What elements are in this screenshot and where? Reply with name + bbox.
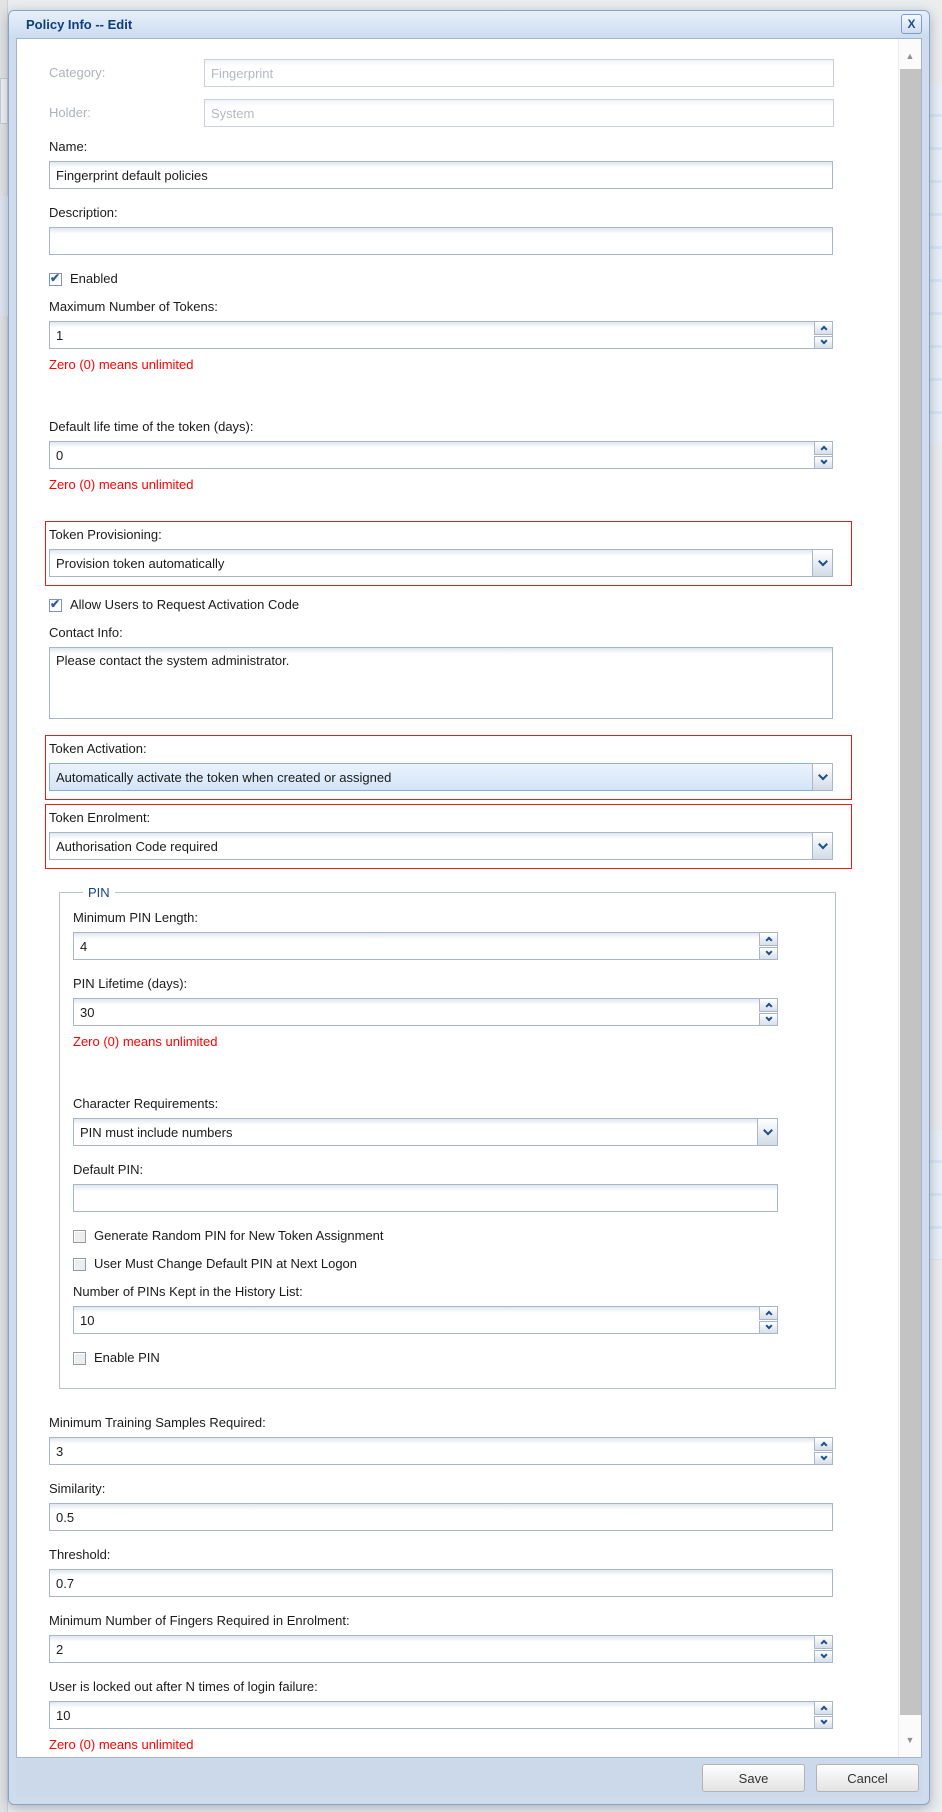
allow-activation-code-checkbox[interactable]	[49, 597, 898, 613]
min-training-samples-spinner	[814, 1437, 833, 1465]
chevron-down-icon[interactable]	[812, 832, 833, 860]
min-fingers-field	[49, 1635, 833, 1663]
name-input[interactable]	[49, 161, 833, 189]
spin-up-icon[interactable]	[814, 1701, 833, 1715]
spin-up-icon[interactable]	[814, 1635, 833, 1649]
token-activation-label: Token Activation:	[49, 741, 147, 756]
save-button[interactable]: Save	[702, 1764, 805, 1792]
pin-lifetime-field	[73, 998, 778, 1026]
token-enrolment-value[interactable]	[49, 832, 833, 860]
token-activation-select[interactable]	[49, 763, 833, 791]
similarity-label: Similarity:	[49, 1481, 106, 1496]
threshold-input[interactable]	[49, 1569, 833, 1597]
pin-legend: PIN	[88, 885, 110, 900]
min-training-samples-label: Minimum Training Samples Required:	[49, 1415, 266, 1430]
min-fingers-input[interactable]	[49, 1635, 833, 1663]
enable-pin-label: Enable PIN	[94, 1350, 160, 1365]
default-pin-input[interactable]	[73, 1184, 778, 1212]
default-pin-field	[73, 1184, 778, 1212]
max-tokens-input[interactable]	[49, 321, 833, 349]
contact-info-field	[49, 647, 833, 719]
policy-info-edit-dialog	[8, 10, 930, 1805]
background-page-right	[930, 1130, 942, 1260]
generate-random-pin-checkbox[interactable]	[73, 1228, 835, 1244]
similarity-input[interactable]	[49, 1503, 833, 1531]
dialog-body	[16, 38, 922, 1758]
spin-up-icon[interactable]	[814, 441, 833, 455]
category-row	[49, 59, 898, 87]
zero-unlimited-hint: Zero (0) means unlimited	[73, 1034, 218, 1049]
token-provisioning-label: Token Provisioning:	[49, 527, 162, 542]
spin-up-icon[interactable]	[759, 1306, 778, 1320]
pins-history-field	[73, 1306, 778, 1334]
pins-history-label: Number of PINs Kept in the History List:	[73, 1284, 303, 1299]
char-requirements-select[interactable]	[73, 1118, 778, 1146]
default-lifetime-input[interactable]	[49, 441, 833, 469]
generate-random-pin-box[interactable]	[73, 1230, 86, 1243]
min-training-samples-input[interactable]	[49, 1437, 833, 1465]
generate-random-pin-label: Generate Random PIN for New Token Assignment	[94, 1228, 384, 1243]
spin-down-icon[interactable]	[759, 1013, 778, 1027]
lockout-spinner	[814, 1701, 833, 1729]
char-requirements-label: Character Requirements:	[73, 1096, 219, 1111]
dialog-title: Policy Info -- Edit	[26, 17, 133, 32]
min-pin-length-spinner	[759, 932, 778, 960]
cancel-button[interactable]: Cancel	[816, 1764, 919, 1792]
token-enrolment-annotation	[45, 804, 852, 869]
spin-down-icon[interactable]	[814, 1716, 833, 1730]
token-activation-value[interactable]	[49, 763, 833, 791]
spin-down-icon[interactable]	[814, 456, 833, 470]
scrollbar-thumb[interactable]	[900, 69, 921, 1715]
max-tokens-label: Maximum Number of Tokens:	[49, 299, 218, 314]
holder-input	[204, 99, 834, 127]
token-enrolment-label: Token Enrolment:	[49, 810, 151, 825]
must-change-pin-checkbox[interactable]	[73, 1256, 835, 1272]
spin-down-icon[interactable]	[759, 1321, 778, 1335]
chevron-down-icon[interactable]	[812, 763, 833, 791]
pin-lifetime-input[interactable]	[73, 998, 778, 1026]
scrollbar[interactable]	[898, 39, 921, 1757]
background-fragment	[0, 78, 8, 124]
threshold-field	[49, 1569, 833, 1597]
token-provisioning-value[interactable]	[49, 549, 833, 577]
similarity-field	[49, 1503, 833, 1531]
enabled-label: Enabled	[70, 271, 118, 286]
pin-lifetime-label: PIN Lifetime (days):	[73, 976, 188, 991]
must-change-pin-label: User Must Change Default PIN at Next Logon	[94, 1256, 358, 1271]
threshold-label: Threshold:	[49, 1547, 111, 1562]
zero-unlimited-hint: Zero (0) means unlimited	[49, 1737, 194, 1752]
chevron-down-icon[interactable]	[812, 549, 833, 577]
char-requirements-value[interactable]	[73, 1118, 778, 1146]
dialog-footer	[16, 1759, 922, 1797]
lockout-label: User is locked out after N times of login failure:	[49, 1679, 318, 1694]
allow-activation-code-label: Allow Users to Request Activation Code	[70, 597, 300, 612]
enable-pin-box[interactable]	[73, 1352, 86, 1365]
enable-pin-checkbox[interactable]	[73, 1350, 835, 1366]
scroll-up-icon[interactable]: ▲	[905, 51, 915, 61]
spin-up-icon[interactable]	[814, 321, 833, 335]
token-provisioning-annotation	[45, 521, 852, 586]
contact-info-label: Contact Info:	[49, 625, 123, 640]
allow-activation-code-box[interactable]	[49, 596, 62, 612]
default-lifetime-spinner	[814, 441, 833, 469]
spin-up-icon[interactable]	[759, 932, 778, 946]
lockout-input[interactable]	[49, 1701, 833, 1729]
pins-history-spinner	[759, 1306, 778, 1334]
name-label: Name:	[49, 139, 88, 154]
min-fingers-spinner	[814, 1635, 833, 1663]
default-lifetime-field	[49, 441, 833, 469]
category-field	[204, 59, 834, 87]
zero-unlimited-hint: Zero (0) means unlimited	[49, 477, 194, 492]
token-enrolment-select[interactable]	[49, 832, 833, 860]
chevron-down-icon[interactable]	[757, 1118, 778, 1146]
background-fragment	[0, 196, 8, 316]
token-activation-annotation	[45, 735, 852, 800]
min-fingers-label: Minimum Number of Fingers Required in Enrolment:	[49, 1613, 350, 1628]
spin-down-icon[interactable]	[814, 1650, 833, 1664]
description-input[interactable]	[49, 227, 833, 255]
spin-up-icon[interactable]	[759, 998, 778, 1012]
close-icon[interactable]: X	[901, 14, 922, 34]
pin-fieldset	[59, 885, 836, 1389]
token-provisioning-select[interactable]	[49, 549, 833, 577]
zero-unlimited-hint: Zero (0) means unlimited	[49, 357, 194, 372]
holder-field	[204, 99, 834, 127]
category-input	[204, 59, 834, 87]
contact-info-textarea[interactable]	[49, 647, 833, 719]
lockout-field	[49, 1701, 833, 1729]
spin-down-icon[interactable]	[814, 1452, 833, 1466]
min-pin-length-field	[73, 932, 778, 960]
spin-up-icon[interactable]	[814, 1437, 833, 1451]
background-page-left	[0, 0, 8, 1812]
name-field	[49, 161, 833, 189]
must-change-pin-box[interactable]	[73, 1258, 86, 1271]
category-label: Category:	[49, 65, 106, 80]
check-icon: ✔	[50, 270, 61, 285]
max-tokens-spinner	[814, 321, 833, 349]
holder-label: Holder:	[49, 105, 91, 120]
dialog-titlebar[interactable]	[9, 11, 929, 38]
spin-down-icon[interactable]	[814, 336, 833, 350]
pin-lifetime-spinner	[759, 998, 778, 1026]
enabled-checkbox-box[interactable]	[49, 270, 62, 286]
pins-history-input[interactable]	[73, 1306, 778, 1334]
background-page-right	[930, 84, 942, 444]
default-lifetime-label: Default life time of the token (days):	[49, 419, 254, 434]
min-pin-length-input[interactable]	[73, 932, 778, 960]
description-field	[49, 227, 833, 255]
scroll-down-icon[interactable]: ▼	[905, 1735, 915, 1745]
description-label: Description:	[49, 205, 118, 220]
min-pin-length-label: Minimum PIN Length:	[73, 910, 198, 925]
max-tokens-field	[49, 321, 833, 349]
enabled-checkbox[interactable]	[49, 271, 898, 287]
policy-form	[17, 39, 898, 1757]
holder-row	[49, 99, 898, 127]
min-training-samples-field	[49, 1437, 833, 1465]
default-pin-label: Default PIN:	[73, 1162, 144, 1177]
spin-down-icon[interactable]	[759, 947, 778, 961]
check-icon: ✔	[50, 596, 61, 611]
